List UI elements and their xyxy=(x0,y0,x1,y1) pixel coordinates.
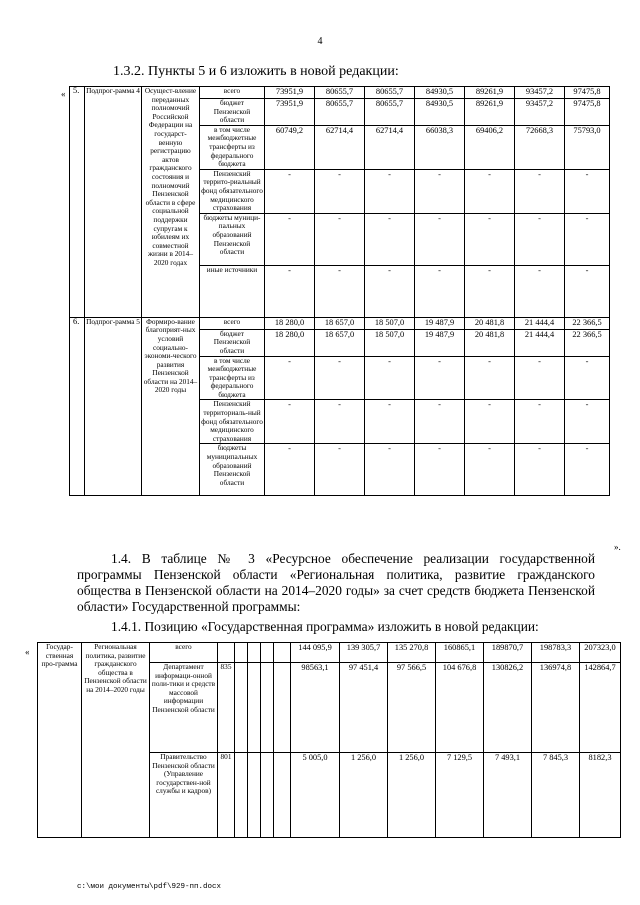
paragraph-1-4-1: 1.4.1. Позицию «Государственная программа» изложить в новой редакции: xyxy=(111,619,539,634)
funding-source: иные источники xyxy=(200,265,265,317)
amount-cell: - xyxy=(365,169,415,213)
amount-cell: - xyxy=(515,169,565,213)
amount-cell: - xyxy=(465,400,515,444)
amount-cell: 1 256,0 xyxy=(388,753,436,838)
amount-cell: - xyxy=(365,213,415,265)
row-number: 5. xyxy=(70,87,85,318)
empty-code-cell xyxy=(248,663,261,753)
amount-cell: 60749,2 xyxy=(265,125,315,169)
empty-code-cell xyxy=(261,753,274,838)
funding-source: бюджет Пензенской области xyxy=(200,99,265,126)
responsible-executor: всего xyxy=(150,643,218,663)
amount-cell: 93457,2 xyxy=(515,99,565,126)
amount-cell: 160865,1 xyxy=(436,643,484,663)
funding-source: Пензенский террито-риальный фонд обязательного медицинского страхования xyxy=(201,169,263,213)
amount-cell: 62714,4 xyxy=(315,125,365,169)
amount-cell: - xyxy=(565,400,610,444)
empty-code-cell xyxy=(248,643,261,663)
amount-cell: - xyxy=(315,400,365,444)
amount-cell: 66038,3 xyxy=(415,125,465,169)
empty-code-cell xyxy=(274,663,291,753)
quote-open-2: « xyxy=(25,647,30,657)
amount-cell: 22 366,5 xyxy=(565,329,610,356)
budget-code: 801 xyxy=(218,753,235,838)
program-goal: Региональная политика, развитие гражданского общества в Пензенской области на 2014–2020 годы xyxy=(82,643,150,838)
responsible-executor: Правительство Пензенской области (Управление государствен-ной службы и кадров) xyxy=(150,753,218,838)
amount-cell: - xyxy=(465,265,515,317)
amount-cell: - xyxy=(265,356,315,400)
funding-source: в том числе межбюджетные трансферты из федерального бюджета xyxy=(200,125,265,169)
quote-close-1: ». xyxy=(614,542,621,552)
amount-cell: - xyxy=(265,444,315,496)
quote-open-1: « xyxy=(61,89,66,99)
amount-cell: - xyxy=(365,356,415,400)
amount-cell: 20 481,8 xyxy=(465,329,515,356)
amount-cell: 89261,9 xyxy=(465,87,515,99)
amount-cell: 75793,0 xyxy=(565,125,610,169)
amount-cell: - xyxy=(315,169,365,213)
amount-cell: 72668,3 xyxy=(515,125,565,169)
funding-source: Пензенский территориаль-ный фонд обязательного медицинского страхования xyxy=(201,399,263,443)
amount-cell: 5 005,0 xyxy=(291,753,340,838)
program-name: Подпрог-рамма 5 xyxy=(85,317,142,496)
footer-file-path: c:\мои документы\pdf\929-пп.docx xyxy=(77,883,222,891)
table-row xyxy=(38,643,621,663)
table-row xyxy=(70,317,610,329)
amount-cell: 73951,9 xyxy=(265,87,315,99)
amount-cell: - xyxy=(465,169,515,213)
amount-cell: - xyxy=(265,265,315,317)
amount-cell: - xyxy=(465,213,515,265)
amount-cell: 97475,8 xyxy=(565,99,610,126)
funding-source: бюджет Пензенской области xyxy=(200,329,265,356)
program-name: Государ-ственная про-грамма xyxy=(38,643,82,838)
empty-code-cell xyxy=(248,753,261,838)
amount-cell: 7 129,5 xyxy=(436,753,484,838)
amount-cell: - xyxy=(515,400,565,444)
amount-cell: 62714,4 xyxy=(365,125,415,169)
funding-source: бюджеты муници-пальных образований Пензенской области xyxy=(200,213,265,265)
funding-source: всего xyxy=(200,317,265,329)
amount-cell: 198783,3 xyxy=(532,643,580,663)
amount-cell: 97 451,4 xyxy=(340,663,388,753)
amount-cell: 22 366,5 xyxy=(565,317,610,329)
amount-cell: - xyxy=(365,444,415,496)
amount-cell: 80655,7 xyxy=(315,87,365,99)
amount-cell: - xyxy=(515,265,565,317)
empty-code-cell xyxy=(274,643,291,663)
amount-cell: - xyxy=(265,169,315,213)
empty-code-cell xyxy=(235,663,248,753)
amount-cell: 18 507,0 xyxy=(365,329,415,356)
amount-cell: 19 487,9 xyxy=(415,317,465,329)
amount-cell: - xyxy=(265,400,315,444)
amount-cell: 18 657,0 xyxy=(315,329,365,356)
amount-cell: 135 270,8 xyxy=(388,643,436,663)
amount-cell: 18 280,0 xyxy=(265,317,315,329)
amount-cell: 21 444,4 xyxy=(515,317,565,329)
funding-source: всего xyxy=(200,87,265,99)
section-heading-1-3-2: 1.3.2. Пункты 5 и 6 изложить в новой редакции: xyxy=(113,64,399,79)
budget-code: 835 xyxy=(218,663,235,753)
amount-cell: - xyxy=(365,400,415,444)
amount-cell: - xyxy=(465,356,515,400)
amount-cell: 144 095,9 xyxy=(291,643,340,663)
amount-cell: 93457,2 xyxy=(515,87,565,99)
amount-cell: - xyxy=(565,265,610,317)
empty-code-cell xyxy=(261,643,274,663)
paragraph-1-4: 1.4. В таблице № 3 «Ресурсное обеспечение реализации государственной программы Пензенской области «Региональная политика, развитие гражданского общества в Пензенской области на 2014–2020 годы» за счет средств бюджета Пензенской области» Государственной программы: xyxy=(77,551,595,614)
amount-cell: - xyxy=(515,356,565,400)
amount-cell: 1 256,0 xyxy=(340,753,388,838)
amount-cell: - xyxy=(315,444,365,496)
amount-cell: 80655,7 xyxy=(365,87,415,99)
empty-code-cell xyxy=(235,643,248,663)
amount-cell: - xyxy=(365,265,415,317)
responsible-executor: Департамент информаци-онной поли-тики и средств массовой информации Пензенской области xyxy=(150,663,218,753)
amount-cell: 189870,7 xyxy=(484,643,532,663)
amount-cell: - xyxy=(315,265,365,317)
amount-cell: 136974,8 xyxy=(532,663,580,753)
amount-cell: 21 444,4 xyxy=(515,329,565,356)
amount-cell: 97 566,5 xyxy=(388,663,436,753)
amount-cell: 7 845,3 xyxy=(532,753,580,838)
amount-cell: - xyxy=(415,213,465,265)
budget-code xyxy=(218,643,235,663)
amount-cell: 84930,5 xyxy=(415,87,465,99)
amount-cell: 69406,2 xyxy=(465,125,515,169)
amount-cell: 97475,8 xyxy=(565,87,610,99)
amount-cell: 80655,7 xyxy=(315,99,365,126)
row-number: 6. xyxy=(70,317,85,496)
amount-cell: 89261,9 xyxy=(465,99,515,126)
amount-cell: 142864,7 xyxy=(580,663,621,753)
amount-cell: 80655,7 xyxy=(365,99,415,126)
funding-source: бюджеты муниципальных образований Пензенской области xyxy=(200,444,265,496)
amount-cell: - xyxy=(565,356,610,400)
amount-cell: 84930,5 xyxy=(415,99,465,126)
empty-code-cell xyxy=(235,753,248,838)
amount-cell: - xyxy=(415,265,465,317)
amount-cell: - xyxy=(415,400,465,444)
amount-cell: - xyxy=(565,444,610,496)
resource-table-1 xyxy=(69,86,610,496)
amount-cell: 73951,9 xyxy=(265,99,315,126)
program-goal: Формиро-вание благоприят-ных условий социально-экономи-ческого развития Пензенской области на 2014–2020 годы xyxy=(142,317,200,496)
resource-table-2 xyxy=(37,642,621,838)
program-goal: Осущест-вление переданных полномочий Российской Федерации на государст-венную регистрацию актов гражданского состояния и полномочий Пензенской области в сфере социальной поддержки супругам к юбилеям их совместной жизни в 2014–2020 годах xyxy=(142,87,200,318)
amount-cell: - xyxy=(265,213,315,265)
amount-cell: - xyxy=(415,444,465,496)
amount-cell: 98563,1 xyxy=(291,663,340,753)
funding-source: в том числе межбюджетные трансферты из федерального бюджета xyxy=(200,356,265,400)
amount-cell: 18 280,0 xyxy=(265,329,315,356)
amount-cell: - xyxy=(315,213,365,265)
amount-cell: - xyxy=(515,213,565,265)
page-number: 4 xyxy=(317,36,323,47)
program-name: Подпрог-рамма 4 xyxy=(85,87,142,318)
amount-cell: - xyxy=(465,444,515,496)
amount-cell: - xyxy=(415,169,465,213)
amount-cell: 19 487,9 xyxy=(415,329,465,356)
amount-cell: 139 305,7 xyxy=(340,643,388,663)
empty-code-cell xyxy=(261,663,274,753)
amount-cell: 8182,3 xyxy=(580,753,621,838)
amount-cell: 207323,0 xyxy=(580,643,621,663)
amount-cell: 18 657,0 xyxy=(315,317,365,329)
amount-cell: - xyxy=(565,169,610,213)
empty-code-cell xyxy=(274,753,291,838)
amount-cell: - xyxy=(415,356,465,400)
amount-cell: 20 481,8 xyxy=(465,317,515,329)
amount-cell: 7 493,1 xyxy=(484,753,532,838)
table-row xyxy=(70,87,610,99)
amount-cell: 104 676,8 xyxy=(436,663,484,753)
amount-cell: - xyxy=(315,356,365,400)
amount-cell: - xyxy=(565,213,610,265)
amount-cell: 18 507,0 xyxy=(365,317,415,329)
amount-cell: - xyxy=(515,444,565,496)
amount-cell: 130826,2 xyxy=(484,663,532,753)
